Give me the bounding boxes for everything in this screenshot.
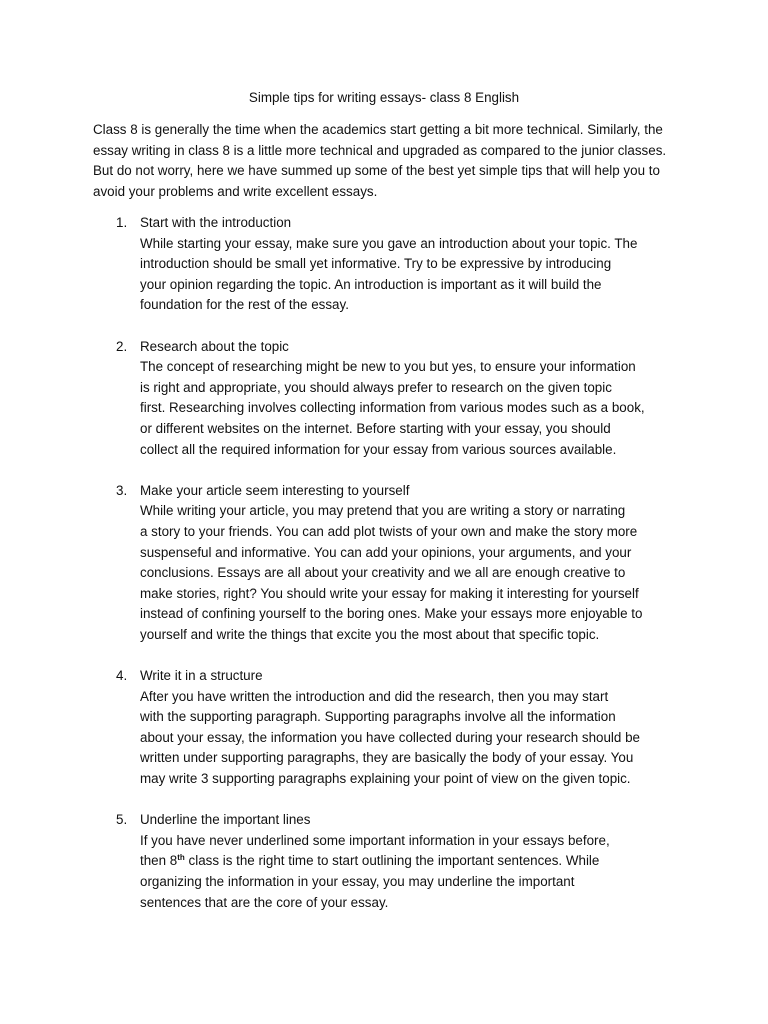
body-line: your opinion regarding the topic. An introduction is important as it will build the <box>140 276 602 292</box>
body-line: If you have never underlined some important information in your essays before, <box>140 832 610 848</box>
body-line: with the supporting paragraph. Supporting paragraphs involve all the information <box>140 709 616 725</box>
item-number: 1. <box>116 215 128 230</box>
body-line: suspenseful and informative. You can add your opinions, your arguments, and your <box>140 544 632 560</box>
body-line: sentences that are the core of your essay. <box>140 894 389 910</box>
ordinal-suffix: th <box>177 853 185 863</box>
item-heading: Research about the topic <box>140 338 289 354</box>
body-line-end: class is the right time to start outlining the important sentences. While <box>184 853 600 869</box>
body-line: make stories, right? You should write your essay for making it interesting for yourself <box>140 585 639 601</box>
document-title: Simple tips for writing essays- class 8 English <box>248 90 520 105</box>
body-line: yourself and write the things that excite you the most about that specific topic. <box>140 626 600 642</box>
list-item <box>93 213 678 316</box>
item-body <box>140 501 678 645</box>
item-number: 2. <box>116 338 128 354</box>
body-line: about your essay, the information you have collected during your research should be <box>140 729 640 745</box>
body-line <box>140 851 678 872</box>
body-line-start: then 8 <box>140 853 178 869</box>
body-line: The concept of researching might be new to you but yes, to ensure your information <box>140 359 636 375</box>
body-line: While writing your article, you may pretend that you are writing a story or narrating <box>140 503 626 519</box>
item-number: 4. <box>116 668 128 684</box>
item-heading: Start with the introduction <box>140 215 292 230</box>
body-line: or different websites on the internet. Before starting with your essay, you should <box>140 420 611 436</box>
body-line: written under supporting paragraphs, they are basically the body of your essay. You <box>140 750 634 766</box>
list-item <box>93 666 678 790</box>
item-number: 5. <box>116 812 128 828</box>
body-line: conclusions. Essays are all about your creativity and we all are enough creative to <box>140 565 626 581</box>
body-line: a story to your friends. You can add plot twists of your own and make the story more <box>140 523 638 539</box>
body-line: foundation for the rest of the essay. <box>140 297 349 313</box>
item-body <box>140 687 678 790</box>
body-line: introduction should be small yet informative. Try to be expressive by introducing <box>140 256 612 272</box>
body-line: After you have written the introduction and did the research, then you may start <box>140 688 609 704</box>
body-line: While starting your essay, make sure you gave an introduction about your topic. The <box>140 235 638 251</box>
body-line: first. Researching involves collecting information from various modes such as a book, <box>140 400 645 416</box>
item-body <box>140 357 678 460</box>
body-line: collect all the required information for your essay from various sources available. <box>140 441 617 457</box>
body-line: organizing the information in your essay, you may underline the important <box>140 874 575 889</box>
list-item <box>93 810 678 913</box>
body-line: is right and appropriate, you should always prefer to research on the given topic <box>140 379 612 395</box>
body-line: instead of confining yourself to the boring ones. Make your essays more enjoyable to <box>140 606 643 622</box>
list-item <box>93 481 678 646</box>
item-body <box>140 234 678 316</box>
item-body <box>140 831 678 913</box>
intro-paragraph: Class 8 is generally the time when the academics start getting a bit more technical. Similarly, the essay writing in class 8 is a little more technical and upgraded as compared to the junior classes. But do not worry, here we have summed up some of the best yet simple tips that will help you to avoid your problems and write excellent essays. <box>93 122 667 199</box>
tips-list <box>93 213 678 913</box>
item-heading: Make your article seem interesting to yourself <box>140 482 410 498</box>
item-heading: Underline the important lines <box>140 812 311 828</box>
list-item <box>93 337 678 461</box>
item-heading: Write it in a structure <box>140 668 263 684</box>
item-number: 3. <box>116 482 128 498</box>
body-line: may write 3 supporting paragraphs explaining your point of view on the given topic. <box>140 771 631 787</box>
